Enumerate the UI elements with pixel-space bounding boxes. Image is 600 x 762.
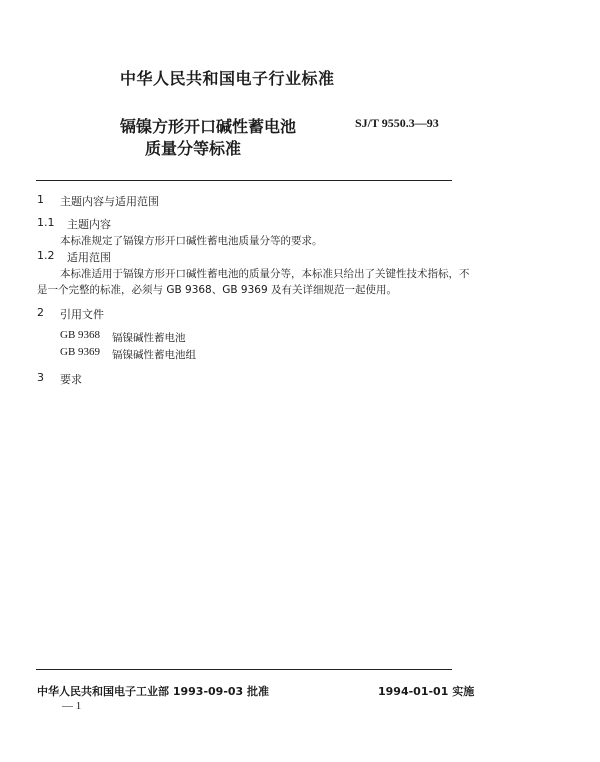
reference-code: GB 9368 — [60, 329, 101, 341]
section-1-number: 1 — [37, 193, 44, 206]
document-title-line2: 质量分等标准 — [145, 139, 242, 158]
section-3-heading: 要求 — [60, 373, 82, 386]
top-divider — [36, 180, 452, 181]
section-1-1-number: 1.1 — [37, 216, 55, 229]
standard-category-header: 中华人民共和国电子行业标准 — [120, 69, 335, 88]
section-1-2-body-line2: 是一个完整的标准，必须与 GB 9368、GB 9369 及有关详细规范一起使用。 — [37, 284, 397, 296]
standard-code: SJ/T 9550.3—93 — [355, 116, 439, 130]
approval-line: 中华人民共和国电子工业部 1993-09-03 批准 — [37, 685, 270, 698]
section-2-number: 2 — [37, 306, 44, 319]
reference-title: 镉镍碱性蓄电池 — [112, 332, 186, 344]
bottom-divider — [36, 669, 452, 670]
page-number: — 1 — [62, 700, 82, 712]
section-3-number: 3 — [37, 371, 44, 384]
section-1-2-heading: 适用范围 — [67, 251, 111, 264]
section-1-1-heading: 主题内容 — [67, 218, 111, 231]
reference-title: 镉镍碱性蓄电池组 — [112, 349, 196, 361]
section-1-1-body: 本标准规定了镉镍方形开口碱性蓄电池质量分等的要求。 — [60, 235, 323, 247]
section-1-2-body-line1: 本标准适用于镉镍方形开口碱性蓄电池的质量分等，本标准只给出了关键性技术指标，不 — [60, 268, 470, 280]
section-1-heading: 主题内容与适用范围 — [60, 195, 159, 208]
section-1-2-number: 1.2 — [37, 249, 55, 262]
implementation-date: 1994-01-01 实施 — [378, 685, 475, 698]
document-title-line1: 镉镍方形开口碱性蓄电池 — [120, 117, 297, 136]
reference-code: GB 9369 — [60, 346, 101, 358]
section-2-heading: 引用文件 — [60, 308, 104, 321]
